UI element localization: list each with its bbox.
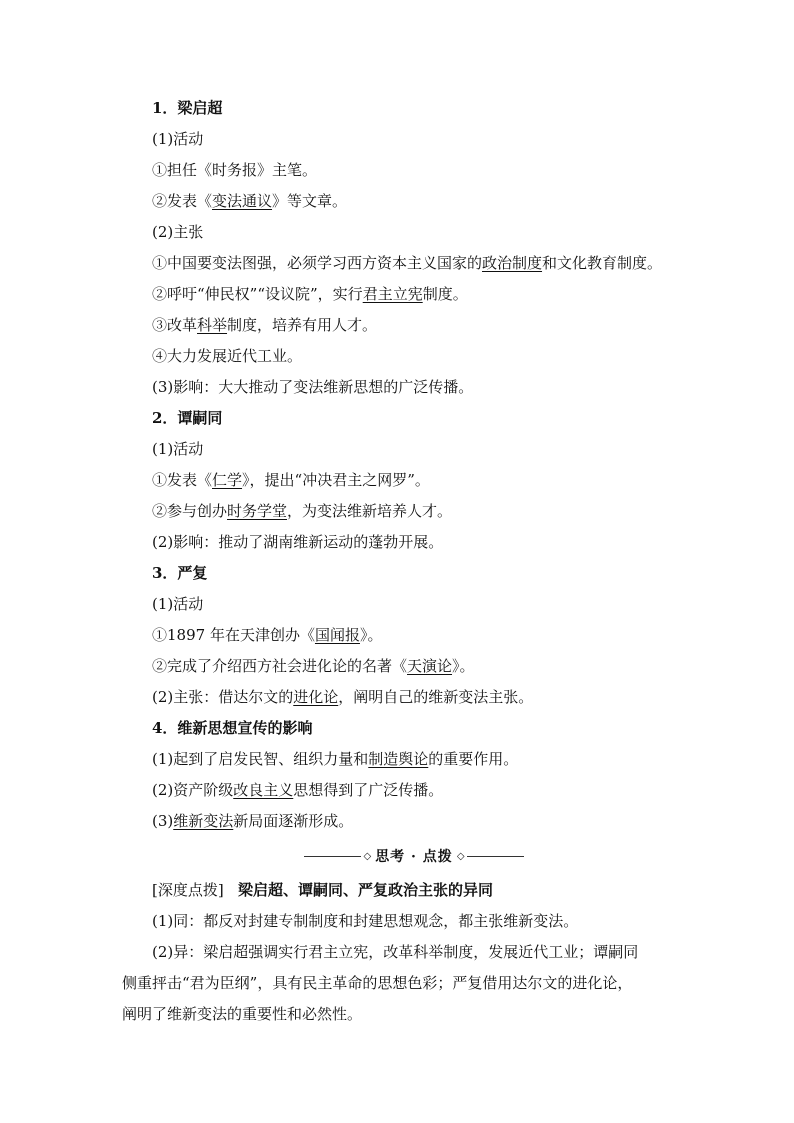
key-term: 进化论 xyxy=(293,688,339,706)
s3-activity-2: ②完成了介绍西方社会进化论的名著《天演论》。 xyxy=(152,657,475,675)
tip-diff-line-3: 阐明了维新变法的重要性和必然性。 xyxy=(122,1005,363,1023)
key-term: 变法通议 xyxy=(212,192,273,210)
s3-activity-1: ①1897 年在天津创办《国闻报》。 xyxy=(152,626,383,644)
s1-activity-heading: (1)活动 xyxy=(152,130,204,148)
s2-activity-1: ①发表《仁学》，提出“冲决君主之网罗”。 xyxy=(152,471,430,489)
section-3-title: 3．严复 xyxy=(152,564,208,582)
s2-activity-2: ②参与创办时务学堂，为变法维新培养人才。 xyxy=(152,502,453,520)
divider-rule-right xyxy=(467,856,524,857)
key-term: 君主立宪 xyxy=(362,285,423,303)
s4-item-1: (1)起到了启发民智、组织力量和制造舆论的重要作用。 xyxy=(152,750,519,768)
key-term: 仁学 xyxy=(212,471,243,489)
s1-claim-4: ④大力发展近代工业。 xyxy=(152,347,303,365)
section-2-title: 2．谭嗣同 xyxy=(152,409,223,427)
key-term: 科举 xyxy=(197,316,228,334)
s4-item-2: (2)资产阶级改良主义思想得到了广泛传播。 xyxy=(152,781,444,799)
s1-claim-heading: (2)主张 xyxy=(152,223,204,241)
diamond-icon: ◇ xyxy=(456,850,465,862)
s1-activity-1: ①担任《时务报》主笔。 xyxy=(152,161,318,179)
section-1-title: 1．梁启超 xyxy=(152,99,223,117)
s3-claim: (2)主张：借达尔文的进化论，阐明自己的维新变法主张。 xyxy=(152,688,534,706)
s2-activity-heading: (1)活动 xyxy=(152,440,204,458)
key-term: 政治制度 xyxy=(482,254,543,272)
s2-influence: (2)影响：推动了湖南维新运动的蓬勃开展。 xyxy=(152,533,444,551)
diamond-icon: ◇ xyxy=(363,850,372,862)
tip-same: (1)同：都反对封建专制制度和封建思想观念，都主张维新变法。 xyxy=(152,912,579,930)
tip-diff-line-2: 侧重抨击“君为臣纲”，具有民主革命的思想色彩；严复借用达尔文的进化论， xyxy=(122,974,633,992)
divider-rule-left xyxy=(304,856,361,857)
tip-heading xyxy=(152,880,493,900)
s4-item-3: (3)维新变法新局面逐渐形成。 xyxy=(152,812,354,830)
tip-title: 梁启超、谭嗣同、严复政治主张的异同 xyxy=(238,881,494,899)
s1-influence: (3)影响：大大推动了变法维新思想的广泛传播。 xyxy=(152,378,474,396)
tip-diff-line-1: (2)异：梁启超强调实行君主立宪，改革科举制度，发展近代工业；谭嗣同 xyxy=(152,943,639,961)
s3-activity-heading: (1)活动 xyxy=(152,595,204,613)
s1-claim-2: ②呼吁“伸民权”“设议院”，实行君主立宪制度。 xyxy=(152,285,468,303)
s1-activity-2: ②发表《变法通议》等文章。 xyxy=(152,192,348,210)
key-term: 维新变法 xyxy=(173,812,234,830)
s1-claim-1: ①中国要变法图强，必须学习西方资本主义国家的政治制度和文化教育制度。 xyxy=(152,254,663,272)
key-term: 制造舆论 xyxy=(368,750,429,768)
key-term: 时务学堂 xyxy=(227,502,288,520)
s1-claim-3: ③改革科举制度，培养有用人才。 xyxy=(152,316,378,334)
key-term: 国闻报 xyxy=(314,626,360,644)
section-4-title: 4．维新思想宣传的影响 xyxy=(152,719,313,737)
divider-title: 思考 · 点拨 xyxy=(375,849,453,865)
tip-label: [深度点拨] xyxy=(152,881,224,899)
key-term: 改良主义 xyxy=(233,781,294,799)
section-divider xyxy=(304,846,524,866)
key-term: 天演论 xyxy=(407,657,453,675)
